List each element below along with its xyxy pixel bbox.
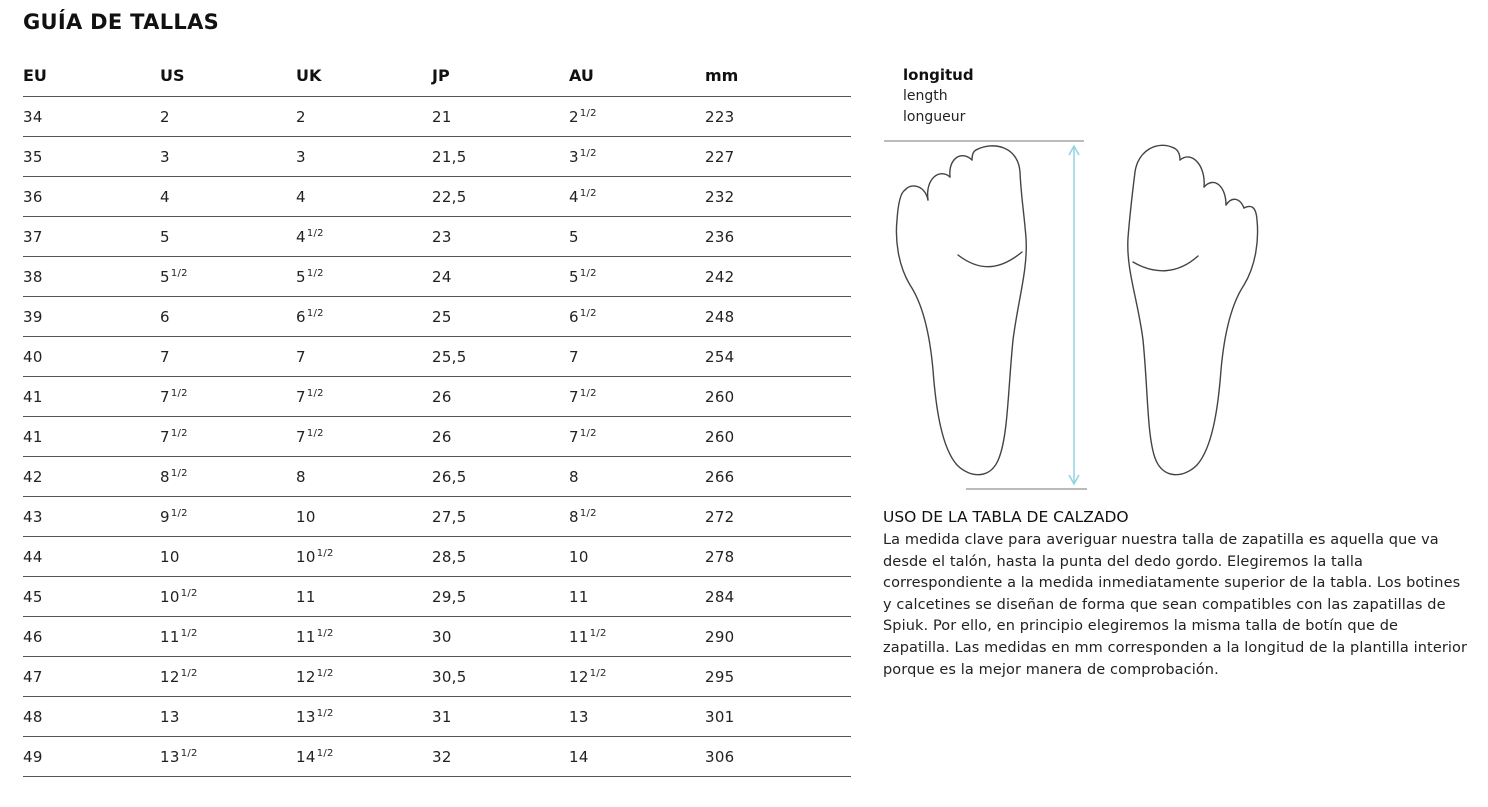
cell-uk — [296, 188, 306, 206]
cell-value: 227 — [705, 148, 735, 166]
cell-au — [569, 348, 579, 366]
cell-jp — [432, 428, 452, 446]
cell-value: 7 — [160, 388, 170, 406]
cell-jp — [432, 228, 452, 246]
cell-au — [569, 308, 597, 326]
cell-uk — [296, 708, 334, 726]
cell-us — [160, 268, 188, 286]
cell-uk — [296, 268, 324, 286]
cell-value: 5 — [160, 228, 170, 246]
cell-value: 40 — [23, 348, 43, 366]
table-row — [23, 297, 851, 337]
table-row — [23, 617, 851, 657]
half-size-fraction: 1/2 — [316, 628, 334, 639]
cell-value: 42 — [23, 468, 43, 486]
cell-value: 3 — [569, 148, 579, 166]
cell-au — [569, 548, 589, 566]
cell-value: 232 — [705, 188, 735, 206]
half-size-fraction: 1/2 — [170, 508, 188, 519]
cell-mm — [705, 388, 735, 406]
cell-mm — [705, 228, 735, 246]
cell-us — [160, 548, 180, 566]
cell-value: 11 — [160, 628, 180, 646]
half-size-fraction: 1/2 — [579, 508, 597, 519]
cell-value: 34 — [23, 108, 43, 126]
cell-mm — [705, 348, 735, 366]
cell-eu — [23, 388, 43, 406]
cell-jp — [432, 708, 452, 726]
cell-eu — [23, 268, 43, 286]
cell-eu — [23, 468, 43, 486]
length-label-en: length — [903, 88, 948, 104]
half-size-fraction: 1/2 — [579, 148, 597, 159]
half-size-fraction: 1/2 — [170, 468, 188, 479]
cell-value: 25,5 — [432, 348, 467, 366]
cell-mm — [705, 308, 735, 326]
half-size-fraction: 1/2 — [306, 228, 324, 239]
cell-value: 46 — [23, 628, 43, 646]
cell-value: 29,5 — [432, 588, 467, 606]
cell-us — [160, 748, 198, 766]
col-header-uk: UK — [296, 66, 322, 85]
cell-value: 37 — [23, 228, 43, 246]
table-row — [23, 457, 851, 497]
cell-jp — [432, 588, 467, 606]
cell-value: 4 — [569, 188, 579, 206]
cell-value: 6 — [296, 308, 306, 326]
half-size-fraction: 1/2 — [579, 188, 597, 199]
cell-jp — [432, 348, 467, 366]
cell-value: 27,5 — [432, 508, 467, 526]
cell-value: 41 — [23, 388, 43, 406]
cell-value: 5 — [296, 268, 306, 286]
cell-eu — [23, 308, 43, 326]
cell-eu — [23, 748, 43, 766]
cell-jp — [432, 268, 452, 286]
col-header-us: US — [160, 66, 185, 85]
cell-jp — [432, 388, 452, 406]
cell-value: 10 — [569, 548, 589, 566]
cell-value: 7 — [296, 348, 306, 366]
cell-value: 8 — [569, 508, 579, 526]
cell-value: 10 — [160, 548, 180, 566]
cell-value: 36 — [23, 188, 43, 206]
cell-value: 4 — [296, 228, 306, 246]
cell-us — [160, 668, 198, 686]
cell-au — [569, 148, 597, 166]
half-size-fraction: 1/2 — [170, 388, 188, 399]
cell-jp — [432, 548, 467, 566]
cell-value: 48 — [23, 708, 43, 726]
cell-value: 5 — [569, 268, 579, 286]
cell-au — [569, 108, 597, 126]
foot-diagram — [880, 135, 1280, 495]
cell-value: 13 — [296, 708, 316, 726]
cell-value: 248 — [705, 308, 735, 326]
length-label-fr: longueur — [903, 109, 966, 125]
table-row — [23, 217, 851, 257]
cell-au — [569, 388, 597, 406]
cell-value: 49 — [23, 748, 43, 766]
cell-eu — [23, 628, 43, 646]
cell-value: 236 — [705, 228, 735, 246]
cell-eu — [23, 588, 43, 606]
cell-value: 223 — [705, 108, 735, 126]
foot-left-icon — [896, 146, 1026, 475]
cell-value: 260 — [705, 388, 735, 406]
half-size-fraction: 1/2 — [316, 708, 334, 719]
cell-value: 5 — [569, 228, 579, 246]
cell-us — [160, 188, 170, 206]
cell-value: 13 — [569, 708, 589, 726]
cell-value: 3 — [160, 148, 170, 166]
cell-uk — [296, 428, 324, 446]
cell-eu — [23, 428, 43, 446]
table-row — [23, 577, 851, 617]
cell-value: 254 — [705, 348, 735, 366]
cell-value: 41 — [23, 428, 43, 446]
cell-value: 13 — [160, 748, 180, 766]
table-body — [23, 97, 851, 777]
cell-uk — [296, 508, 316, 526]
cell-value: 12 — [569, 668, 589, 686]
cell-value: 28,5 — [432, 548, 467, 566]
table-row — [23, 697, 851, 737]
cell-us — [160, 468, 188, 486]
cell-value: 6 — [569, 308, 579, 326]
foot-right-icon — [1128, 145, 1258, 474]
cell-value: 8 — [296, 468, 306, 486]
cell-uk — [296, 748, 334, 766]
cell-eu — [23, 548, 43, 566]
cell-value: 32 — [432, 748, 452, 766]
cell-us — [160, 228, 170, 246]
half-size-fraction: 1/2 — [579, 308, 597, 319]
table-row — [23, 497, 851, 537]
cell-eu — [23, 148, 43, 166]
cell-uk — [296, 628, 334, 646]
half-size-fraction: 1/2 — [170, 268, 188, 279]
cell-mm — [705, 548, 735, 566]
cell-value: 23 — [432, 228, 452, 246]
cell-us — [160, 108, 170, 126]
length-label: longitud — [903, 66, 974, 84]
cell-jp — [432, 108, 452, 126]
cell-value: 306 — [705, 748, 735, 766]
page-title: GUÍA DE TALLAS — [23, 10, 220, 34]
cell-value: 10 — [296, 548, 316, 566]
cell-uk — [296, 348, 306, 366]
cell-value: 30,5 — [432, 668, 467, 686]
cell-value: 7 — [296, 388, 306, 406]
cell-au — [569, 668, 607, 686]
cell-mm — [705, 468, 735, 486]
cell-eu — [23, 108, 43, 126]
half-size-fraction: 1/2 — [306, 268, 324, 279]
cell-value: 38 — [23, 268, 43, 286]
cell-value: 2 — [160, 108, 170, 126]
cell-jp — [432, 148, 467, 166]
table-row — [23, 337, 851, 377]
half-size-fraction: 1/2 — [579, 428, 597, 439]
cell-value: 7 — [569, 348, 579, 366]
table-row — [23, 417, 851, 457]
cell-uk — [296, 228, 324, 246]
cell-au — [569, 628, 607, 646]
cell-value: 260 — [705, 428, 735, 446]
cell-mm — [705, 428, 735, 446]
cell-uk — [296, 308, 324, 326]
cell-us — [160, 628, 198, 646]
usage-title: USO DE LA TABLA DE CALZADO — [883, 508, 1129, 526]
cell-value: 2 — [569, 108, 579, 126]
usage-description: La medida clave para averiguar nuestra talla de zapatilla es aquella que va desde el talón, hasta la punta del dedo gordo. Elegiremos la talla correspondiente a la medida inmediatamente superior de la tabla. Los botines y calcetines se diseñan de forma que sean compatibles con las zapatillas de Spiuk. Por ello, en principio elegiremos la misma talla de botín que de zapatilla. Las medidas en mm corresponden a la longitud de la plantilla interior porque es la mejor manera de comprobación. — [883, 532, 1468, 678]
cell-value: 10 — [160, 588, 180, 606]
cell-us — [160, 148, 170, 166]
half-size-fraction: 1/2 — [180, 748, 198, 759]
cell-value: 9 — [160, 508, 170, 526]
half-size-fraction: 1/2 — [306, 428, 324, 439]
cell-value: 31 — [432, 708, 452, 726]
length-arrow-icon — [1069, 146, 1079, 484]
col-header-mm: mm — [705, 66, 739, 85]
half-size-fraction: 1/2 — [180, 668, 198, 679]
half-size-fraction: 1/2 — [589, 668, 607, 679]
cell-value: 7 — [569, 388, 579, 406]
cell-value: 11 — [296, 628, 316, 646]
cell-value: 4 — [160, 188, 170, 206]
half-size-fraction: 1/2 — [180, 628, 198, 639]
cell-value: 4 — [296, 188, 306, 206]
cell-value: 44 — [23, 548, 43, 566]
cell-eu — [23, 668, 43, 686]
cell-eu — [23, 708, 43, 726]
cell-value: 26 — [432, 428, 452, 446]
cell-au — [569, 708, 589, 726]
cell-uk — [296, 548, 334, 566]
cell-value: 43 — [23, 508, 43, 526]
cell-value: 7 — [160, 348, 170, 366]
table-row — [23, 137, 851, 177]
cell-value: 24 — [432, 268, 452, 286]
cell-jp — [432, 468, 467, 486]
cell-us — [160, 508, 188, 526]
cell-value: 11 — [296, 588, 316, 606]
cell-value: 13 — [160, 708, 180, 726]
table-row — [23, 377, 851, 417]
cell-value: 272 — [705, 508, 735, 526]
cell-value: 301 — [705, 708, 735, 726]
cell-au — [569, 268, 597, 286]
cell-value: 22,5 — [432, 188, 467, 206]
cell-au — [569, 748, 589, 766]
cell-eu — [23, 508, 43, 526]
cell-us — [160, 308, 170, 326]
cell-au — [569, 428, 597, 446]
cell-mm — [705, 188, 735, 206]
half-size-fraction: 1/2 — [180, 588, 198, 599]
cell-au — [569, 188, 597, 206]
half-size-fraction: 1/2 — [579, 388, 597, 399]
cell-uk — [296, 668, 334, 686]
cell-uk — [296, 388, 324, 406]
cell-value: 6 — [160, 308, 170, 326]
half-size-fraction: 1/2 — [306, 308, 324, 319]
cell-au — [569, 468, 579, 486]
col-header-eu: EU — [23, 66, 47, 85]
cell-value: 26,5 — [432, 468, 467, 486]
cell-us — [160, 348, 170, 366]
cell-value: 47 — [23, 668, 43, 686]
cell-value: 7 — [569, 428, 579, 446]
cell-value: 30 — [432, 628, 452, 646]
cell-mm — [705, 268, 735, 286]
cell-value: 284 — [705, 588, 735, 606]
cell-au — [569, 508, 597, 526]
half-size-fraction: 1/2 — [316, 548, 334, 559]
half-size-fraction: 1/2 — [589, 628, 607, 639]
cell-uk — [296, 468, 306, 486]
cell-value: 278 — [705, 548, 735, 566]
cell-eu — [23, 348, 43, 366]
cell-mm — [705, 588, 735, 606]
cell-jp — [432, 308, 452, 326]
cell-au — [569, 228, 579, 246]
size-table — [23, 58, 851, 777]
cell-value: 45 — [23, 588, 43, 606]
cell-value: 7 — [296, 428, 306, 446]
half-size-fraction: 1/2 — [306, 388, 324, 399]
half-size-fraction: 1/2 — [316, 748, 334, 759]
cell-eu — [23, 188, 43, 206]
cell-jp — [432, 668, 467, 686]
cell-value: 26 — [432, 388, 452, 406]
cell-us — [160, 428, 188, 446]
table-row — [23, 737, 851, 777]
cell-au — [569, 588, 589, 606]
cell-value: 21,5 — [432, 148, 467, 166]
cell-jp — [432, 628, 452, 646]
table-header — [23, 58, 851, 97]
cell-value: 11 — [569, 628, 589, 646]
cell-jp — [432, 188, 467, 206]
cell-value: 8 — [160, 468, 170, 486]
cell-value: 35 — [23, 148, 43, 166]
cell-value: 21 — [432, 108, 452, 126]
cell-value: 14 — [296, 748, 316, 766]
cell-value: 295 — [705, 668, 735, 686]
cell-mm — [705, 668, 735, 686]
half-size-fraction: 1/2 — [316, 668, 334, 679]
cell-mm — [705, 708, 735, 726]
table-row — [23, 97, 851, 137]
cell-value: 290 — [705, 628, 735, 646]
cell-us — [160, 708, 180, 726]
cell-mm — [705, 628, 735, 646]
cell-value: 10 — [296, 508, 316, 526]
cell-uk — [296, 108, 306, 126]
cell-us — [160, 388, 188, 406]
table-row — [23, 177, 851, 217]
cell-value: 39 — [23, 308, 43, 326]
cell-value: 11 — [569, 588, 589, 606]
cell-mm — [705, 748, 735, 766]
cell-value: 2 — [296, 108, 306, 126]
col-header-jp: JP — [432, 66, 450, 85]
cell-value: 12 — [160, 668, 180, 686]
half-size-fraction: 1/2 — [579, 268, 597, 279]
cell-value: 7 — [160, 428, 170, 446]
cell-value: 12 — [296, 668, 316, 686]
table-row — [23, 657, 851, 697]
half-size-fraction: 1/2 — [170, 428, 188, 439]
col-header-au: AU — [569, 66, 594, 85]
cell-value: 8 — [569, 468, 579, 486]
cell-value: 242 — [705, 268, 735, 286]
cell-mm — [705, 508, 735, 526]
cell-value: 5 — [160, 268, 170, 286]
cell-value: 14 — [569, 748, 589, 766]
cell-uk — [296, 588, 316, 606]
cell-value: 266 — [705, 468, 735, 486]
cell-us — [160, 588, 198, 606]
cell-mm — [705, 148, 735, 166]
table-row — [23, 537, 851, 577]
cell-value: 3 — [296, 148, 306, 166]
cell-jp — [432, 748, 452, 766]
cell-eu — [23, 228, 43, 246]
cell-uk — [296, 148, 306, 166]
table-row — [23, 257, 851, 297]
half-size-fraction: 1/2 — [579, 108, 597, 119]
cell-jp — [432, 508, 467, 526]
cell-mm — [705, 108, 735, 126]
cell-value: 25 — [432, 308, 452, 326]
